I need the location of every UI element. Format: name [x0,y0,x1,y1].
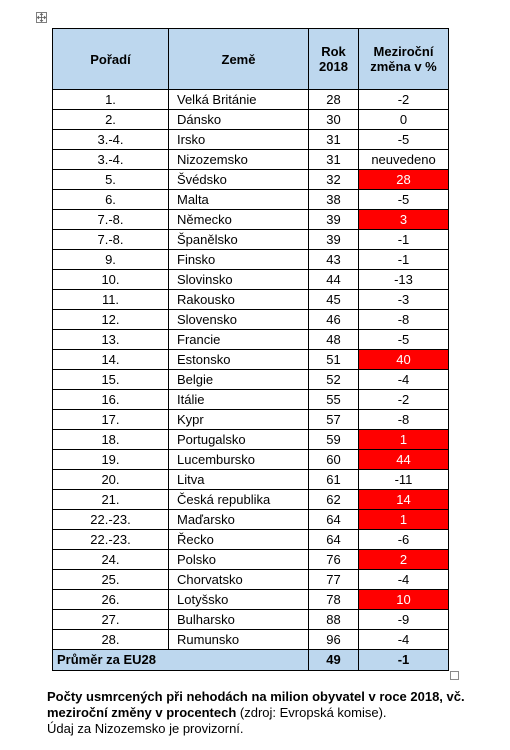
cell-rank: 26. [53,590,169,610]
cell-rank: 25. [53,570,169,590]
table-row [53,590,449,610]
cell-country: Malta [169,190,309,210]
table-row [53,270,449,290]
cell-value: 59 [309,430,359,450]
table-row [53,250,449,270]
cell-rank: 27. [53,610,169,630]
cell-change: -3 [359,290,449,310]
cell-change: 2 [359,550,449,570]
table-row [53,330,449,350]
cell-value: 55 [309,390,359,410]
average-row [53,650,449,671]
cell-value: 76 [309,550,359,570]
cell-rank: 7.-8. [53,210,169,230]
cell-change: -8 [359,410,449,430]
cell-value: 60 [309,450,359,470]
cell-country: Litva [169,470,309,490]
cell-rank: 28. [53,630,169,650]
cell-rank: 9. [53,250,169,270]
cell-change: -1 [359,230,449,250]
cell-change: -1 [359,250,449,270]
cell-change: -4 [359,630,449,650]
header-year: Rok 2018 [309,29,359,90]
cell-value: 39 [309,210,359,230]
cell-value: 32 [309,170,359,190]
cell-change: -2 [359,390,449,410]
cell-country: Estonsko [169,350,309,370]
cell-value: 43 [309,250,359,270]
cell-country: Německo [169,210,309,230]
cell-rank: 3.-4. [53,150,169,170]
cell-rank: 22.-23. [53,510,169,530]
table-row [53,610,449,630]
cell-value: 88 [309,610,359,630]
average-change: -1 [359,650,449,671]
table-header-row [53,29,449,90]
cell-country: Bulharsko [169,610,309,630]
cell-value: 78 [309,590,359,610]
table-row [53,150,449,170]
table-row [53,170,449,190]
cell-value: 52 [309,370,359,390]
table-row [53,410,449,430]
cell-rank: 20. [53,470,169,490]
cell-change: -11 [359,470,449,490]
cell-change: -5 [359,190,449,210]
cell-rank: 17. [53,410,169,430]
cell-value: 30 [309,110,359,130]
cell-country: Maďarsko [169,510,309,530]
table-row [53,510,449,530]
cell-value: 28 [309,90,359,110]
caption-bold: Počty usmrcených při nehodách na milion obyvatel v roce 2018, vč. meziroční změny v procentech [47,689,465,720]
table-row [53,370,449,390]
table-row [53,490,449,510]
cell-rank: 22.-23. [53,530,169,550]
table-row [53,390,449,410]
cell-change: -6 [359,530,449,550]
cell-change: 1 [359,510,449,530]
cell-rank: 16. [53,390,169,410]
cell-change: 40 [359,350,449,370]
table-resize-handle-icon[interactable] [450,671,459,680]
cell-country: Chorvatsko [169,570,309,590]
table-row [53,90,449,110]
cell-country: Velká Británie [169,90,309,110]
cell-change: 28 [359,170,449,190]
cell-change: 14 [359,490,449,510]
cell-change: -2 [359,90,449,110]
cell-country: Švédsko [169,170,309,190]
header-country: Země [169,29,309,90]
table-caption [47,689,507,737]
cell-change: -4 [359,570,449,590]
cell-country: Lucembursko [169,450,309,470]
cell-value: 77 [309,570,359,590]
cell-country: Polsko [169,550,309,570]
cell-rank: 2. [53,110,169,130]
table-row [53,550,449,570]
cell-value: 96 [309,630,359,650]
cell-value: 31 [309,150,359,170]
cell-value: 45 [309,290,359,310]
cell-country: Itálie [169,390,309,410]
cell-value: 57 [309,410,359,430]
cell-value: 31 [309,130,359,150]
table-row [53,230,449,250]
table-row [53,570,449,590]
table-row [53,470,449,490]
cell-rank: 11. [53,290,169,310]
cell-value: 61 [309,470,359,490]
cell-rank: 13. [53,330,169,350]
cell-rank: 10. [53,270,169,290]
table-row [53,210,449,230]
table-row [53,190,449,210]
cell-rank: 18. [53,430,169,450]
table-row [53,110,449,130]
table-row [53,450,449,470]
cell-change: 10 [359,590,449,610]
cell-change: 1 [359,430,449,450]
cell-country: Rumunsko [169,630,309,650]
cell-value: 64 [309,530,359,550]
cell-rank: 21. [53,490,169,510]
cell-country: Slovensko [169,310,309,330]
table-row [53,350,449,370]
cell-value: 51 [309,350,359,370]
cell-value: 38 [309,190,359,210]
cell-value: 48 [309,330,359,350]
cell-country: Slovinsko [169,270,309,290]
cell-rank: 1. [53,90,169,110]
cell-country: Nizozemsko [169,150,309,170]
cell-change: 3 [359,210,449,230]
cell-country: Česká republika [169,490,309,510]
cell-rank: 24. [53,550,169,570]
road-fatalities-table [52,28,449,671]
average-label: Průměr za EU28 [53,650,309,671]
cell-country: Dánsko [169,110,309,130]
cell-change: -8 [359,310,449,330]
table-row [53,290,449,310]
caption-note: Údaj za Nizozemsko je provizorní. [47,721,244,736]
cell-rank: 3.-4. [53,130,169,150]
cell-value: 64 [309,510,359,530]
header-change: Meziroční změna v % [359,29,449,90]
cell-change: 0 [359,110,449,130]
table-row [53,430,449,450]
cell-change: neuvedeno [359,150,449,170]
table-row [53,630,449,650]
caption-source: (zdroj: Evropská komise). [236,705,387,720]
cell-change: 44 [359,450,449,470]
cell-rank: 15. [53,370,169,390]
cell-value: 46 [309,310,359,330]
cell-change: -13 [359,270,449,290]
cell-country: Řecko [169,530,309,550]
cell-country: Portugalsko [169,430,309,450]
cell-country: Španělsko [169,230,309,250]
cell-value: 39 [309,230,359,250]
cell-change: -4 [359,370,449,390]
cell-country: Finsko [169,250,309,270]
cell-rank: 14. [53,350,169,370]
cell-country: Belgie [169,370,309,390]
table-row [53,310,449,330]
cell-change: -5 [359,130,449,150]
cell-rank: 7.-8. [53,230,169,250]
cell-rank: 12. [53,310,169,330]
cell-country: Francie [169,330,309,350]
average-value: 49 [309,650,359,671]
header-rank: Pořadí [53,29,169,90]
cell-rank: 19. [53,450,169,470]
cell-change: -5 [359,330,449,350]
cell-country: Rakousko [169,290,309,310]
cell-value: 62 [309,490,359,510]
cell-country: Lotyšsko [169,590,309,610]
table-move-handle-icon[interactable] [36,12,47,23]
table-row [53,130,449,150]
cell-change: -9 [359,610,449,630]
cell-value: 44 [309,270,359,290]
cell-country: Irsko [169,130,309,150]
cell-rank: 6. [53,190,169,210]
table-row [53,530,449,550]
cell-country: Kypr [169,410,309,430]
cell-rank: 5. [53,170,169,190]
